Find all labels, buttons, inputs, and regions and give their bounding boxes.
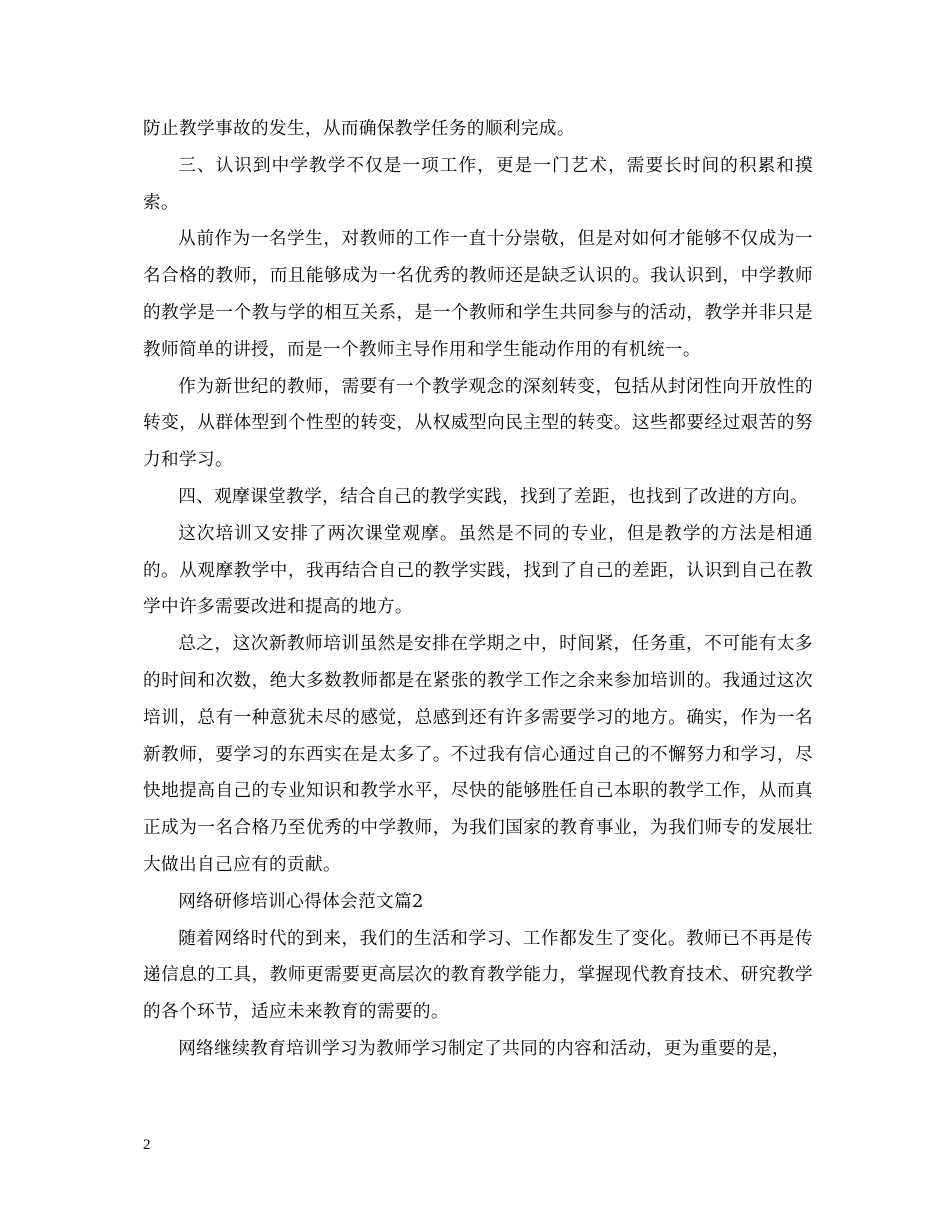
paragraph-8: 随着网络时代的到来，我们的生活和学习、工作都发生了变化。教师已不再是传递信息的工具，教师更需要更高层次的教育教学能力，掌握现代教育技术、研究教学的各个环节，适应未来教育的需要的。 [143, 928, 813, 1023]
page-number: 2 [143, 1137, 151, 1153]
paragraph-2: 三、认识到中学教学不仅是一项工作，更是一门艺术，需要长时间的积累和摸索。 [143, 155, 813, 213]
paragraph-1: 防止教学事故的发生，从而确保教学任务的顺利完成。 [143, 119, 575, 139]
paragraph-7: 总之，这次新教师培训虽然是安排在学期之中，时间紧，任务重，不可能有太多的时间和次数，绝大多数教师都是在紧张的教学工作之余来参加培训的。我通过这次培训，总有一种意犹未尽的感觉，总感到还有许多需要学习的地方。确实，作为一名新教师，要学习的东西实在是太多了。不过我有信心通过自己的不懈努力和学习，尽快地提高自己的专业知识和教学水平，尽快的能够胜任自己本职的教学工作，从而真正成为一名合格乃至优秀的中学教师，为我们国家的教育事业，为我们师专的发展壮大做出自己应有的贡献。 [143, 634, 813, 875]
document-body [143, 111, 813, 1068]
paragraph-5: 四、观摩课堂教学，结合自己的教学实践，找到了差距，也找到了改进的方向。 [178, 486, 808, 507]
paragraph-6: 这次培训又安排了两次课堂观摩。虽然是不同的专业，但是教学的方法是相通的。从观摩教学中，我再结合自己的教学实践，找到了自己的差距，认识到自己在教学中许多需要改进和提高的地方。 [143, 523, 813, 618]
section-heading: 网络研修培训心得体会范文篇2 [178, 891, 424, 912]
paragraph-3: 从前作为一名学生，对教师的工作一直十分崇敬，但是对如何才能够不仅成为一名合格的教师，而且能够成为一名优秀的教师还是缺乏认识的。我认识到，中学教师的教学是一个教与学的相互关系，是一个教师和学生共同参与的活动，教学并非只是教师简单的讲授，而是一个教师主导作用和学生能动作用的有机统一。 [143, 229, 813, 360]
paragraph-9: 网络继续教育培训学习为教师学习制定了共同的内容和活动，更为重要的是， [178, 1038, 790, 1059]
paragraph-4: 作为新世纪的教师，需要有一个教学观念的深刻转变，包括从封闭性向开放性的转变，从群体型到个性型的转变，从权威型向民主型的转变。这些都要经过艰苦的努力和学习。 [143, 376, 813, 471]
